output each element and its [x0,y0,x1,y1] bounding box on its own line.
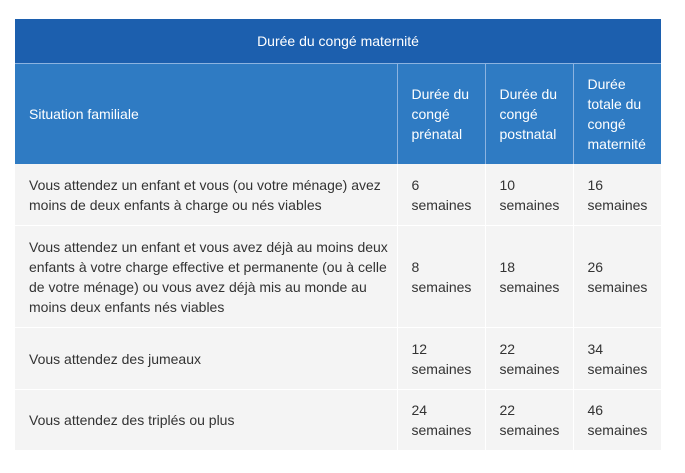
postnatal-cell: 18 semaines [485,226,573,328]
table-row [15,164,661,226]
situation-cell: Vous attendez des jumeaux [15,328,397,390]
header-prenatal: Durée du congé prénatal [397,64,485,165]
table-row [15,226,661,328]
header-total: Durée totale du congé maternité [573,64,661,165]
table-title-row [15,19,661,64]
total-cell: 46 semaines [573,390,661,451]
table-row [15,328,661,390]
total-cell: 26 semaines [573,226,661,328]
postnatal-cell: 10 semaines [485,164,573,226]
maternity-leave-table [15,19,661,451]
maternity-leave-table-container [15,19,661,451]
table-header-row [15,64,661,165]
postnatal-cell: 22 semaines [485,390,573,451]
table-title: Durée du congé maternité [15,19,661,64]
prenatal-cell: 24 semaines [397,390,485,451]
total-cell: 34 semaines [573,328,661,390]
prenatal-cell: 12 semaines [397,328,485,390]
prenatal-cell: 8 semaines [397,226,485,328]
header-situation: Situation familiale [15,64,397,165]
table-row [15,390,661,451]
situation-cell: Vous attendez un enfant et vous (ou votre ménage) avez moins de deux enfants à charge ou nés viables [15,164,397,226]
situation-cell: Vous attendez un enfant et vous avez déjà au moins deux enfants à votre charge effective et permanente (ou à celle de votre ménage) ou vous avez déjà mis au monde au moins deux enfants nés viables [15,226,397,328]
prenatal-cell: 6 semaines [397,164,485,226]
total-cell: 16 semaines [573,164,661,226]
situation-cell: Vous attendez des triplés ou plus [15,390,397,451]
header-postnatal: Durée du congé postnatal [485,64,573,165]
postnatal-cell: 22 semaines [485,328,573,390]
